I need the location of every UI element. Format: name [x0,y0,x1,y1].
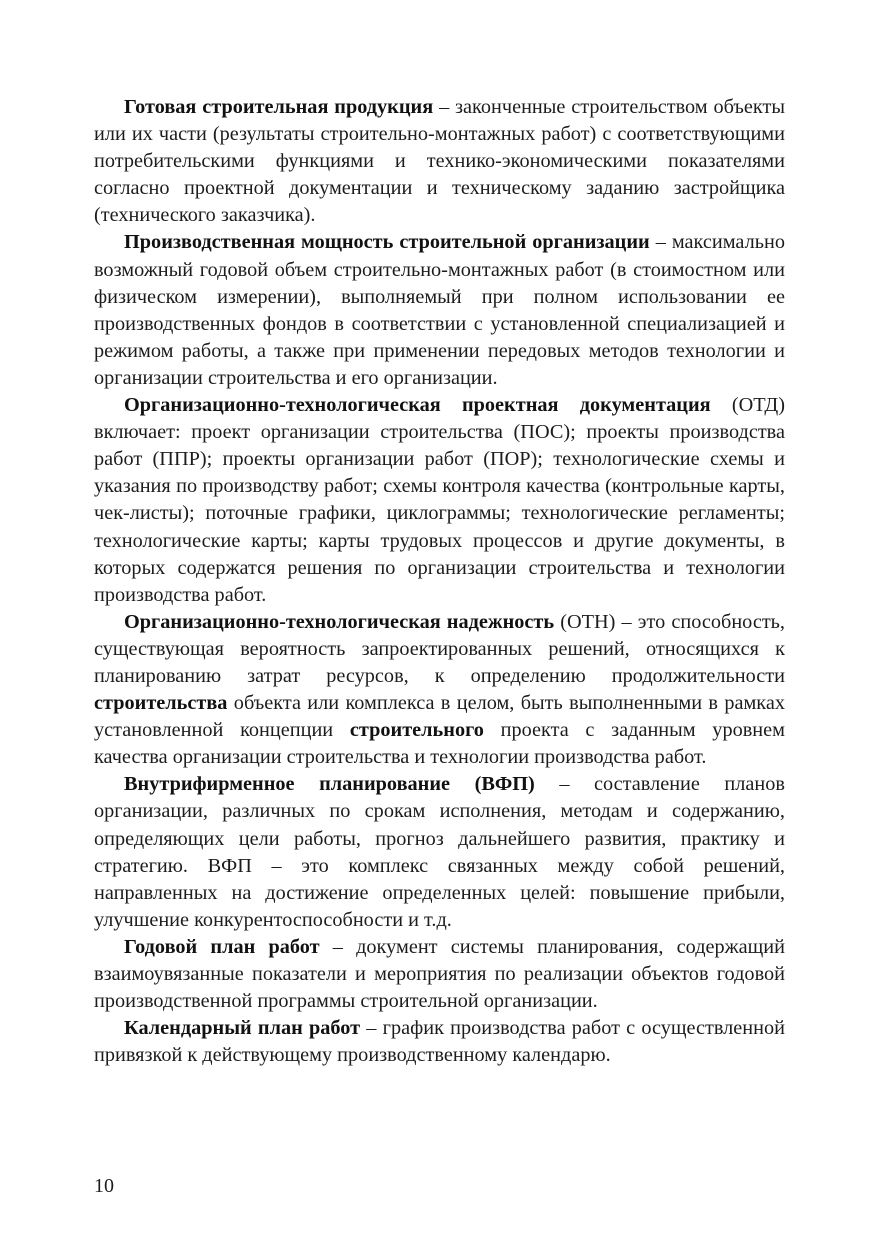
definition-finished-product: – законченные строительством объекты или их части (результаты строительно-монтажных работ) с соответствующими потребительскими функциями и технико-экономическими показателями согласно проектной документации и техническому заданию застройщика (технического заказчика). [94,96,785,227]
glossary-entry-finished-product [94,94,785,229]
page-body [94,94,785,1069]
definition-production-capacity: – максимально возможный годовой объем строительно-монтажных работ (в стоимостном или физическом измерении), выполняемый при полном использовании ее производственных фондов в соответствии с установленной специализацией и режимом работы, а также при применении передовых методов технологии и организации строительства и его организации. [94,231,785,389]
definition-otn-part-3: проекта с заданным уровнем качества организации строительства и технологии производства работ. [94,719,785,769]
definition-otd: (ОТД) включает: проект организации строительства (ПОС); проекты производства работ (ППР); проекты организации работ (ПОР); технологические схемы и указания по производству работ; схемы контроля качества (контрольные карты, чек-листы); поточные графики, циклограммы; технологические регламенты; технологические карты; карты трудовых процессов и другие документы, в которых содержатся решения по организации строительства и технологии производства работ. [94,394,785,606]
definition-annual-plan: – документ системы планирования, содержащий взаимоувязанные показатели и мероприятия по реализации объектов годовой производственной программы строительной организации. [94,935,785,1013]
definition-otn-part-2: объекта или комплекса в целом, быть выполненными в рамках установленной концепции [94,692,785,742]
definition-calendar-plan: – график производства работ с осуществленной привязкой к действующему производственному календарю. [94,1017,786,1067]
term-otn: Организационно-технологическая надежность [124,610,555,633]
glossary-entry-calendar-plan [94,1015,785,1069]
term-vfp: Внутрифирменное планирование (ВФП) [124,773,535,796]
definition-otn-part-1: (ОТН) – это способность, существующая вероятность запроектированных решений, относящихся к планированию затрат ресурсов, к определению продолжительности [94,610,785,687]
term-finished-product: Готовая строительная продукция [124,96,434,118]
page-number: 10 [94,1175,114,1197]
term-annual-plan: Годовой план работ [124,935,320,958]
definition-vfp: – составление планов организации, различных по срокам исполнения, методам и содержанию, определяющих цели работы, прогноз дальнейшего развития, практику и стратегию. ВФП – это комплекс связанных между собой решений, направленных на достижение определенных целей: повышение прибыли, улучшение конкурентоспособности и т.д. [94,773,785,931]
term-production-capacity: Производственная мощность строительной организации [124,231,650,254]
emphasis-construction: строительства [94,692,228,715]
glossary-entry-otd [94,392,785,609]
glossary-entry-vfp [94,771,785,934]
term-calendar-plan: Календарный план работ [124,1017,361,1040]
glossary-entry-production-capacity [94,229,785,392]
emphasis-construction-project: строительного [349,719,484,742]
glossary-entry-otn [94,609,785,772]
term-otd: Организационно-технологическая проектная документация [124,394,711,417]
glossary-entry-annual-plan [94,934,785,1015]
